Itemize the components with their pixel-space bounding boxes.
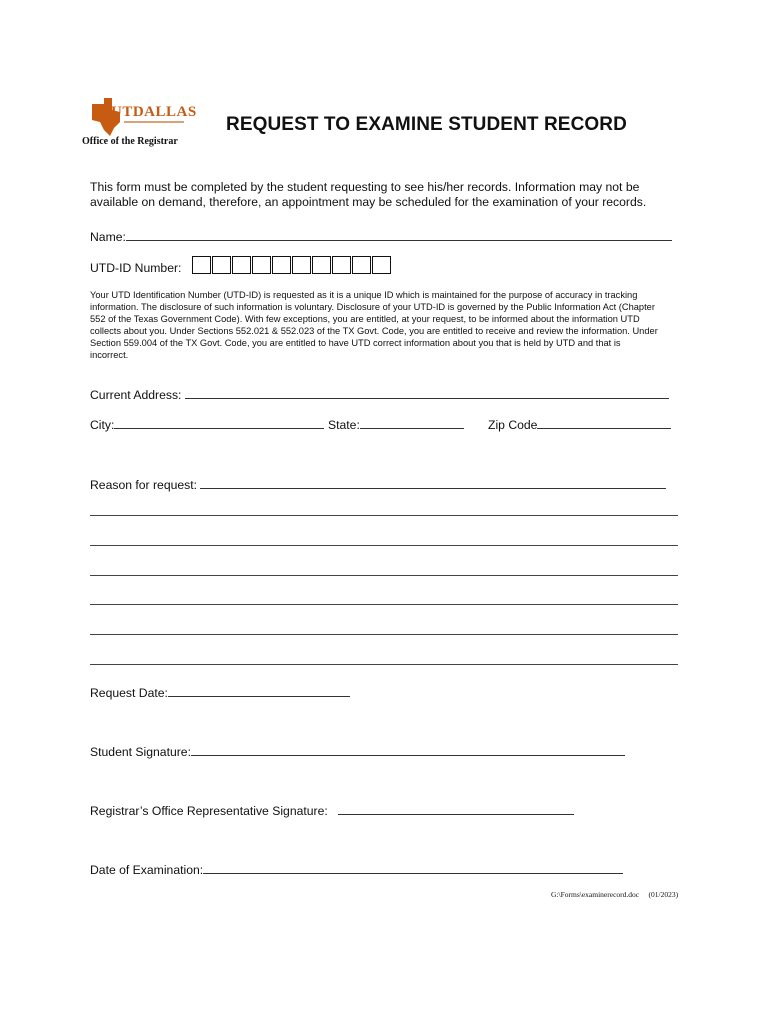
intro-text: This form must be completed by the student requesting to see his/her records. Information may not be available on demand, therefore, an appointment may be scheduled for the examination of your records. (90, 180, 647, 209)
name-field[interactable] (126, 228, 672, 241)
page-title: REQUEST TO EXAMINE STUDENT RECORD (226, 114, 627, 135)
utd-id-digit-box[interactable] (252, 256, 271, 274)
utd-id-label: UTD-ID Number: (90, 261, 182, 275)
utd-id-digit-box[interactable] (192, 256, 211, 274)
reason-line[interactable] (90, 664, 678, 665)
logo-divider (124, 121, 184, 123)
city-row (90, 416, 324, 432)
utd-id-digit-box[interactable] (212, 256, 231, 274)
request-date-field[interactable] (168, 684, 350, 697)
utd-id-digit-box[interactable] (352, 256, 371, 274)
utd-id-digit-box[interactable] (372, 256, 391, 274)
reason-row (90, 476, 666, 492)
office-label: Office of the Registrar (82, 136, 178, 147)
request-date-row (90, 684, 350, 700)
reason-line[interactable] (90, 604, 678, 605)
rep-signature-field[interactable] (338, 802, 574, 815)
exam-date-label: Date of Examination: (90, 863, 204, 877)
state-row (328, 416, 464, 432)
reason-line[interactable] (90, 545, 678, 546)
address-field[interactable] (185, 386, 669, 399)
footer (551, 890, 678, 899)
name-label: Name: (90, 230, 126, 244)
state-label: State: (328, 418, 360, 432)
utd-id-digit-box[interactable] (292, 256, 311, 274)
zip-field[interactable] (537, 416, 671, 429)
reason-line[interactable] (90, 575, 678, 576)
exam-date-field[interactable] (203, 861, 623, 874)
utd-id-digit-box[interactable] (232, 256, 251, 274)
zip-row (488, 416, 671, 432)
city-field[interactable] (114, 416, 324, 429)
footer-file: G:\Forms\examinerecord.doc (551, 890, 640, 899)
exam-date-row (90, 861, 623, 877)
student-signature-label: Student Signature: (90, 745, 191, 759)
request-date-label: Request Date: (90, 686, 168, 700)
utd-id-disclosure: Your UTD Identification Number (UTD-ID) is requested as it is a unique ID which is maintained for the purpose of accuracy in tracking information. The disclosure of such information is voluntary. Disclosure of your UTD-ID is governed by the Public Information Act (Chapter 552 of the Texas Government Code). With few exceptions, you are entitled, at your request, to be informed about the information UTD collects about you. Under Sections 552.021 & 552.023 of the TX Govt. Code, you are entitled to receive and review the information. Under Section 559.004 of the TX Govt. Code, you are entitled to have UTD correct information about you that is held by UTD and that is incorrect. (90, 290, 658, 360)
name-row (90, 228, 672, 244)
utd-id-digit-box[interactable] (332, 256, 351, 274)
utd-id-digit-box[interactable] (272, 256, 291, 274)
reason-line[interactable] (90, 515, 678, 516)
utd-id-boxes (192, 256, 391, 274)
state-field[interactable] (360, 416, 464, 429)
reason-field[interactable] (200, 476, 666, 489)
footer-date: (01/2023) (648, 890, 679, 899)
utd-id-digit-box[interactable] (312, 256, 331, 274)
student-signature-row (90, 743, 625, 759)
rep-signature-row (90, 802, 574, 818)
rep-signature-label: Registrar’s Office Representative Signature: (90, 804, 328, 818)
student-signature-field[interactable] (191, 743, 625, 756)
reason-line[interactable] (90, 634, 678, 635)
zip-label: Zip Code (488, 418, 538, 432)
city-label: City: (90, 418, 115, 432)
reason-label: Reason for request: (90, 478, 198, 492)
address-row (90, 386, 669, 402)
logo-text: UTDALLAS (111, 104, 197, 120)
address-label: Current Address: (90, 388, 182, 402)
